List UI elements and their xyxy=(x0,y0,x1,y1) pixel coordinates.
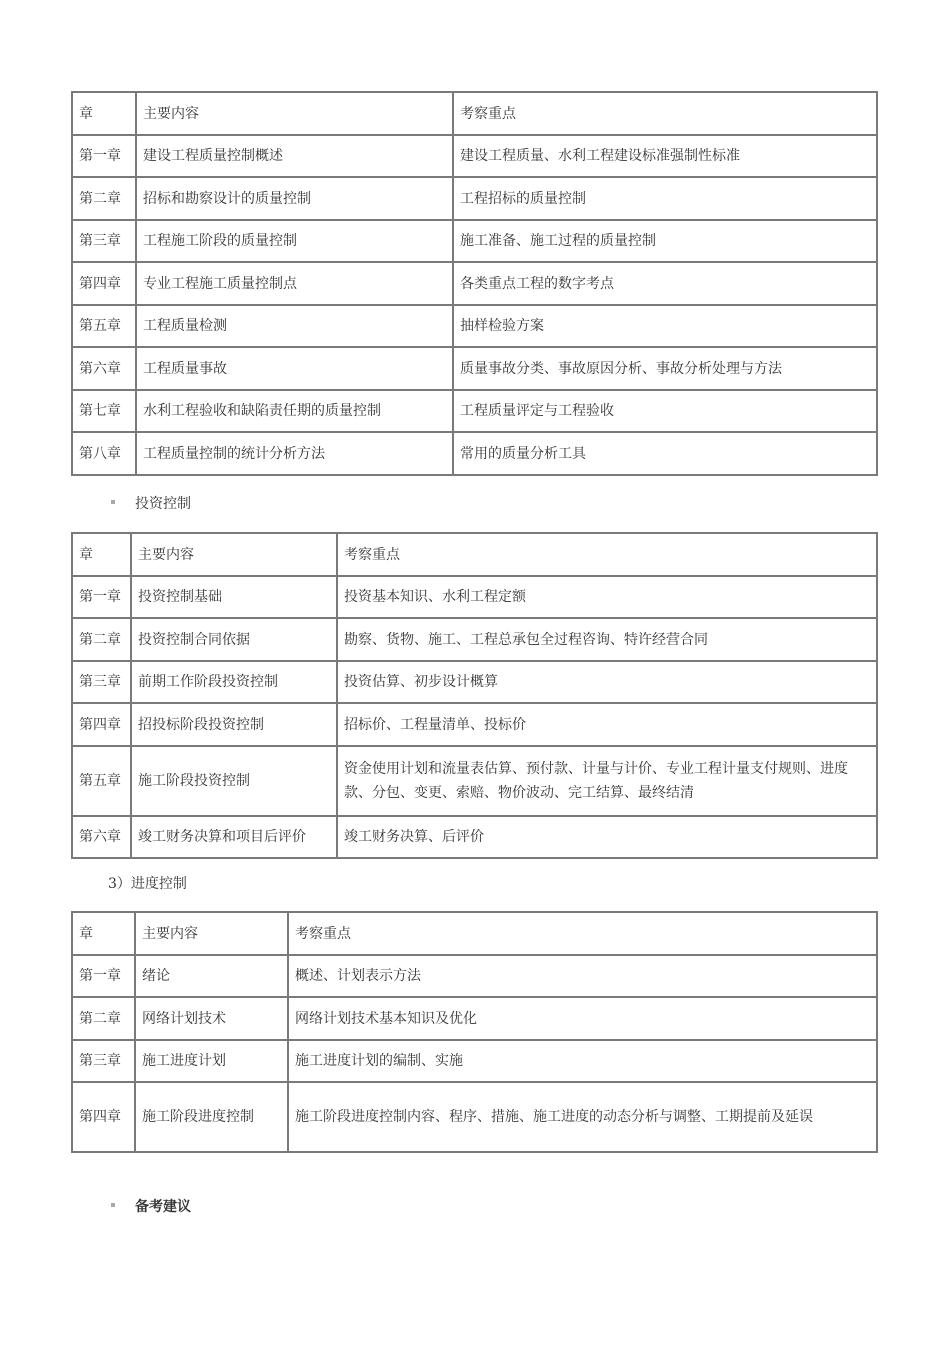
focus-cell: 施工进度计划的编制、实施 xyxy=(288,1040,877,1082)
table-row xyxy=(72,135,877,177)
header-chapter: 章 xyxy=(72,912,135,955)
content-cell: 工程质量控制的统计分析方法 xyxy=(136,432,453,475)
chapter-cell: 第二章 xyxy=(72,177,136,220)
chapter-cell: 第七章 xyxy=(72,390,136,432)
chapter-cell: 第一章 xyxy=(72,576,131,618)
content-cell: 投资控制合同依据 xyxy=(131,618,337,661)
table-row xyxy=(72,262,877,305)
content-cell: 建设工程质量控制概述 xyxy=(136,135,453,177)
content-cell: 施工阶段进度控制 xyxy=(135,1082,288,1152)
table-row xyxy=(72,816,877,858)
focus-cell: 质量事故分类、事故原因分析、事故分析处理与方法 xyxy=(453,347,877,390)
table-row xyxy=(72,220,877,262)
chapter-cell: 第二章 xyxy=(72,618,131,661)
focus-cell: 工程招标的质量控制 xyxy=(453,177,877,220)
chapter-cell: 第五章 xyxy=(72,746,131,816)
section-title: 3）进度控制 xyxy=(108,876,187,892)
table-row xyxy=(72,1040,877,1082)
focus-cell: 抽样检验方案 xyxy=(453,305,877,347)
table-row xyxy=(72,661,877,703)
table-row xyxy=(72,746,877,816)
chapter-cell: 第二章 xyxy=(72,997,135,1040)
chapter-cell: 第四章 xyxy=(72,262,136,305)
content-cell: 竣工财务决算和项目后评价 xyxy=(131,816,337,858)
table-row xyxy=(72,997,877,1040)
header-main-content: 主要内容 xyxy=(135,912,288,955)
content-cell: 前期工作阶段投资控制 xyxy=(131,661,337,703)
focus-cell: 建设工程质量、水利工程建设标准强制性标准 xyxy=(453,135,877,177)
focus-cell: 招标价、工程量清单、投标价 xyxy=(337,703,877,746)
header-key-points: 考察重点 xyxy=(288,912,877,955)
focus-cell: 概述、计划表示方法 xyxy=(288,955,877,997)
focus-cell: 施工阶段进度控制内容、程序、措施、施工进度的动态分析与调整、工期提前及延误 xyxy=(288,1082,877,1152)
chapter-cell: 第四章 xyxy=(72,703,131,746)
chapter-cell: 第四章 xyxy=(72,1082,135,1152)
focus-cell: 常用的质量分析工具 xyxy=(453,432,877,475)
content-cell: 水利工程验收和缺陷责任期的质量控制 xyxy=(136,390,453,432)
section-heading-investment xyxy=(111,494,191,514)
table-header-row xyxy=(72,912,877,955)
bullet-icon xyxy=(111,1203,115,1207)
table-row xyxy=(72,390,877,432)
focus-cell: 施工准备、施工过程的质量控制 xyxy=(453,220,877,262)
chapter-cell: 第一章 xyxy=(72,135,136,177)
chapter-cell: 第三章 xyxy=(72,1040,135,1082)
chapter-cell: 第八章 xyxy=(72,432,136,475)
content-cell: 招标和勘察设计的质量控制 xyxy=(136,177,453,220)
chapter-cell: 第一章 xyxy=(72,955,135,997)
content-cell: 施工进度计划 xyxy=(135,1040,288,1082)
focus-cell: 竣工财务决算、后评价 xyxy=(337,816,877,858)
focus-cell: 各类重点工程的数字考点 xyxy=(453,262,877,305)
table-header-row xyxy=(72,533,877,576)
section-title: 投资控制 xyxy=(135,496,191,512)
content-cell: 投资控制基础 xyxy=(131,576,337,618)
table-row xyxy=(72,305,877,347)
table-row xyxy=(72,703,877,746)
content-cell: 工程施工阶段的质量控制 xyxy=(136,220,453,262)
header-chapter: 章 xyxy=(72,92,136,135)
focus-cell: 资金使用计划和流量表估算、预付款、计量与计价、专业工程计量支付规则、进度款、分包、变更、索赔、物价波动、完工结算、最终结清 xyxy=(337,746,877,816)
investment-control-table xyxy=(71,532,878,859)
section-heading-schedule xyxy=(108,874,187,894)
content-cell: 绪论 xyxy=(135,955,288,997)
content-cell: 招投标阶段投资控制 xyxy=(131,703,337,746)
content-cell: 施工阶段投资控制 xyxy=(131,746,337,816)
header-chapter: 章 xyxy=(72,533,131,576)
header-key-points: 考察重点 xyxy=(453,92,877,135)
table-row xyxy=(72,618,877,661)
section-title: 备考建议 xyxy=(135,1199,191,1215)
section-heading-exam-advice xyxy=(111,1197,191,1217)
content-cell: 网络计划技术 xyxy=(135,997,288,1040)
bullet-icon xyxy=(111,500,115,504)
table-row xyxy=(72,347,877,390)
content-cell: 专业工程施工质量控制点 xyxy=(136,262,453,305)
table-row xyxy=(72,576,877,618)
table-row xyxy=(72,955,877,997)
chapter-cell: 第六章 xyxy=(72,816,131,858)
focus-cell: 工程质量评定与工程验收 xyxy=(453,390,877,432)
focus-cell: 投资基本知识、水利工程定额 xyxy=(337,576,877,618)
chapter-cell: 第六章 xyxy=(72,347,136,390)
focus-cell: 投资估算、初步设计概算 xyxy=(337,661,877,703)
content-cell: 工程质量检测 xyxy=(136,305,453,347)
chapter-cell: 第三章 xyxy=(72,661,131,703)
table-row xyxy=(72,432,877,475)
table-header-row xyxy=(72,92,877,135)
table-row xyxy=(72,177,877,220)
header-key-points: 考察重点 xyxy=(337,533,877,576)
chapter-cell: 第三章 xyxy=(72,220,136,262)
content-cell: 工程质量事故 xyxy=(136,347,453,390)
table-row xyxy=(72,1082,877,1152)
focus-cell: 网络计划技术基本知识及优化 xyxy=(288,997,877,1040)
header-main-content: 主要内容 xyxy=(131,533,337,576)
quality-control-table xyxy=(71,91,878,476)
focus-cell: 勘察、货物、施工、工程总承包全过程咨询、特许经营合同 xyxy=(337,618,877,661)
chapter-cell: 第五章 xyxy=(72,305,136,347)
schedule-control-table xyxy=(71,911,878,1153)
header-main-content: 主要内容 xyxy=(136,92,453,135)
